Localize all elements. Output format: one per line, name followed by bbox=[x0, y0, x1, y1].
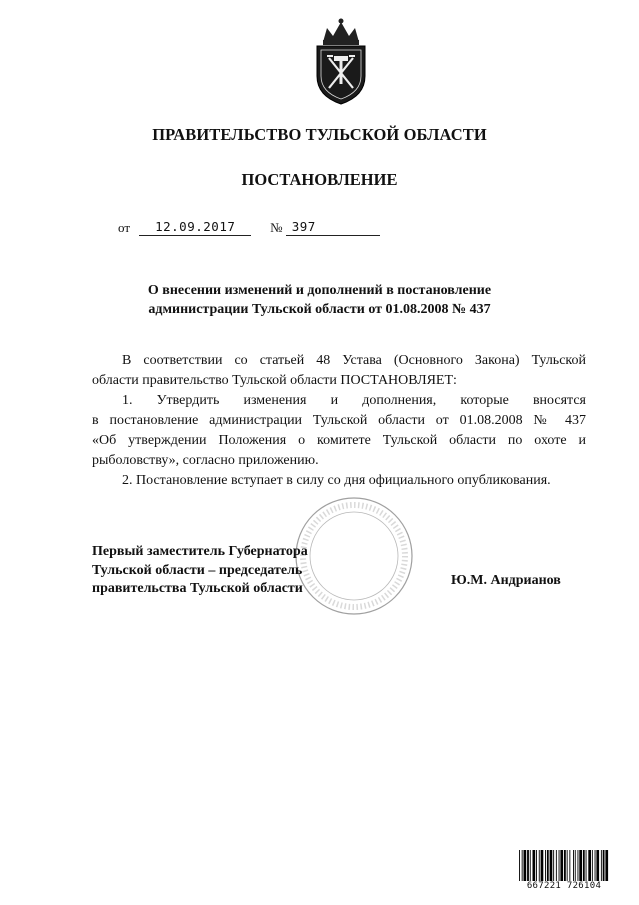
document-meta-line bbox=[118, 219, 380, 239]
barcode-bar bbox=[556, 850, 557, 884]
barcode-bar bbox=[588, 850, 591, 884]
signatory-position-line: правительства Тульской области bbox=[92, 581, 303, 596]
barcode-bar bbox=[527, 850, 529, 884]
barcode-bar bbox=[575, 850, 576, 884]
item-1-line: «Об утверждении Положения о комитете Тульской области по охоте и bbox=[92, 433, 586, 448]
coat-of-arms-icon bbox=[309, 18, 373, 106]
signatory-position-line: Первый заместитель Губернатора bbox=[92, 544, 308, 559]
from-label: от bbox=[118, 220, 131, 235]
document-date: 12.09.2017 bbox=[139, 219, 251, 236]
barcode-bar bbox=[533, 850, 536, 884]
barcode-bar bbox=[559, 850, 560, 884]
barcode-bar bbox=[536, 850, 537, 884]
barcode-bar bbox=[579, 850, 582, 884]
barcode-bar bbox=[560, 850, 563, 884]
document-type-title: ПОСТАНОВЛЕНИЕ bbox=[241, 170, 398, 189]
intro-paragraph-line: В соответствии со статьей 48 Устава (Основного Закона) Тульской bbox=[122, 353, 586, 368]
item-2-paragraph: 2. Постановление вступает в силу со дня официального опубликования. bbox=[122, 473, 551, 488]
barcode-bar bbox=[519, 850, 520, 884]
barcode-bar bbox=[550, 850, 553, 884]
barcode-bar bbox=[541, 850, 544, 884]
signatory-position bbox=[92, 543, 308, 599]
barcode-bar bbox=[547, 850, 549, 884]
barcode-bar bbox=[567, 850, 568, 884]
barcode-bar bbox=[553, 850, 554, 884]
item-1-line: 1. Утвердить изменения и дополнения, которые вносятся bbox=[122, 393, 586, 408]
item-1-line: рыболовству», согласно приложению. bbox=[92, 453, 319, 468]
document-body bbox=[92, 351, 586, 491]
barcode-bar bbox=[605, 850, 608, 884]
subject-line: администрации Тульской области от 01.08.2008 № 437 bbox=[148, 302, 491, 317]
barcode-bar bbox=[539, 850, 540, 884]
barcode-number: 667221 726104 bbox=[518, 881, 610, 891]
subject-line: О внесении изменений и дополнений в постановление bbox=[147, 283, 492, 298]
item-1-line: в постановление администрации Тульской области от 01.08.2008 № 437 bbox=[92, 413, 586, 428]
number-label: № bbox=[270, 220, 283, 235]
intro-paragraph-line: области правительство Тульской области ПОСТАНОВЛЯЕТ: bbox=[92, 373, 457, 388]
barcode-bar bbox=[583, 850, 585, 884]
barcode-bar bbox=[564, 850, 566, 884]
barcode-bar bbox=[586, 850, 587, 884]
document-number: 397 bbox=[286, 219, 380, 236]
barcode-bar bbox=[578, 850, 579, 884]
barcode-bar bbox=[522, 850, 523, 884]
barcode-bar bbox=[595, 850, 596, 884]
barcode-bar bbox=[596, 850, 599, 884]
document-subject bbox=[0, 281, 639, 319]
government-title: ПРАВИТЕЛЬСТВО ТУЛЬСКОЙ ОБЛАСТИ bbox=[152, 125, 487, 144]
barcode-bar bbox=[601, 850, 602, 884]
official-stamp bbox=[293, 495, 415, 617]
barcode-bar bbox=[524, 850, 527, 884]
barcode-bar bbox=[603, 850, 605, 884]
barcode-bar bbox=[573, 850, 574, 884]
signatory-name: Ю.М. Андрианов bbox=[451, 573, 561, 588]
barcode-bar bbox=[545, 850, 546, 884]
barcode-bar bbox=[592, 850, 593, 884]
barcode-bar bbox=[569, 850, 570, 884]
barcode-bar bbox=[530, 850, 531, 884]
barcode bbox=[518, 850, 610, 884]
signatory-position-line: Тульской области – председатель bbox=[92, 562, 303, 578]
